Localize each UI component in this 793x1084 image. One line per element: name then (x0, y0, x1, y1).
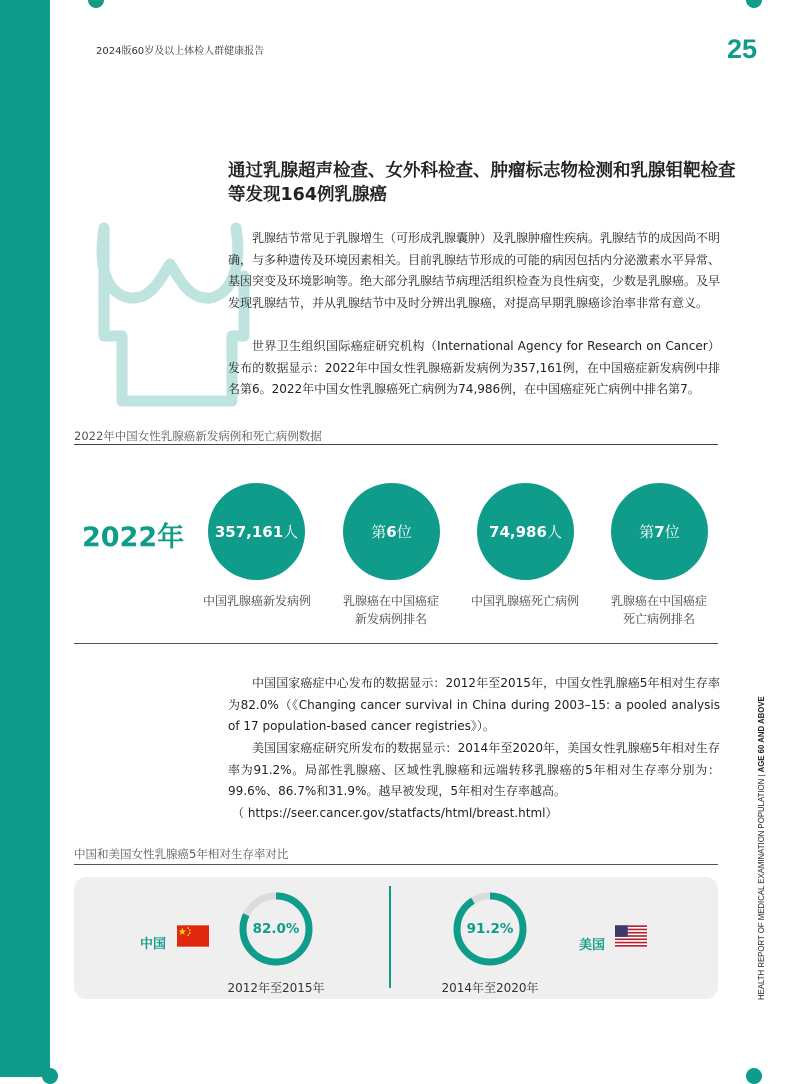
stat-circle-new-cases (208, 483, 305, 580)
stat-value: 74,986 (489, 522, 547, 541)
stat-label-death-rank (589, 592, 729, 628)
stat-prefix: 第 (639, 523, 655, 541)
stat-label-line: 中国乳腺癌死亡病例 (470, 594, 579, 608)
stat-unit: 位 (664, 523, 680, 541)
bottom-right-dot (746, 1068, 762, 1084)
side-tag-bold: AGE 60 AND ABOVE (757, 696, 766, 773)
stat-circle-new-rank (343, 483, 440, 580)
stat-circle-deaths (477, 483, 574, 580)
stats-top-rule (74, 444, 718, 445)
stat-value: 7 (654, 522, 665, 541)
usa-period: 2014年至2020年 (441, 981, 539, 995)
stat-unit: 人 (283, 523, 299, 541)
section-title: 通过乳腺超声检查、女外科检查、肿瘤标志物检测和乳腺钼靶检查等发现164例乳腺癌 (228, 161, 736, 205)
stat-label-line: 乳腺癌在中国癌症 (342, 594, 439, 608)
usa-survival-paragraph: 美国国家癌症研究所发布的数据显示：2014年至2020年，美国女性乳腺癌5年相对生存率为91.2%。局部性乳腺癌、区域性乳腺癌和远端转移乳腺癌的5年相对生存率分别为：99.6%、86.7%和31.9%。越早被发现，5年相对生存率越高。 (228, 741, 720, 798)
stats-year: 2022年 (82, 522, 185, 553)
stat-value: 6 (386, 522, 397, 541)
side-tag-main: HEALTH REPORT OF MEDICAL EXAMINATION POPULATION (757, 778, 766, 1000)
stat-label-line: 新发病例排名 (354, 612, 427, 626)
usa-rate-value: 91.2% (466, 921, 514, 937)
country-label-china: 中国 (140, 937, 167, 952)
top-left-dot (88, 0, 104, 8)
china-period: 2012年至2015年 (227, 981, 325, 995)
china-rate-value: 82.0% (252, 921, 300, 937)
stat-prefix: 第 (371, 523, 387, 541)
stats-heading: 2022年中国女性乳腺癌新发病例和死亡病例数据 (74, 429, 322, 443)
stat-label-line: 死亡病例排名 (622, 612, 695, 626)
stat-label-new-cases (187, 592, 327, 610)
page-number: 25 (726, 34, 757, 64)
comparison-heading: 中国和美国女性乳腺癌5年相对生存率对比 (74, 847, 289, 861)
comparison-divider (389, 886, 391, 988)
intro-paragraph: 乳腺结节常见于乳腺增生（可形成乳腺囊肿）及乳腺肿瘤性疾病。乳腺结节的成因尚不明确，与多种遗传及环境因素相关。目前乳腺结节形成的可能的病因包括内分泌激素水平异常、基因突变及环境影响等。绝大部分乳腺结节病理活组织检查为良性病变，少数是乳腺癌。及早发现乳腺结节，并从乳腺结节中及时分辨出乳腺癌，对提高早期乳腺癌诊治率非常有意义。 (228, 231, 721, 310)
stat-label-deaths (455, 592, 595, 610)
country-label-usa: 美国 (579, 938, 606, 953)
stat-value: 357,161 (214, 522, 284, 541)
stat-unit: 人 (546, 523, 562, 541)
stat-unit: 位 (396, 523, 412, 541)
top-right-dot (746, 0, 762, 8)
left-accent-bar (0, 0, 50, 1077)
usa-flag-icon (615, 925, 647, 947)
iarc-paragraph: 世界卫生组织国际癌症研究机构（International Agency for Research on Cancer）发布的数据显示：2022年中国女性乳腺癌新发病例为357,161例，在中国癌症新发病例中排名第6。2022年中国女性乳腺癌死亡病例为74,986例，在中国癌症死亡病例中排名第7。 (228, 339, 720, 396)
side-tag-separator: | (757, 772, 766, 779)
china-flag-icon (177, 925, 209, 947)
bottom-left-dot (42, 1068, 58, 1084)
report-title: 2024版60岁及以上体检人群健康报告 (96, 46, 265, 57)
stat-label-line: 中国乳腺癌新发病例 (202, 594, 311, 608)
stat-label-new-rank (321, 592, 461, 628)
china-survival-paragraph: 中国国家癌症中心发布的数据显示：2012年至2015年，中国女性乳腺癌5年相对生存率为82.0%（《Changing cancer survival in China during 2003–15: a pooled analysis of 17 population-based cancer registries》）。 (228, 676, 720, 733)
side-vertical-tag (757, 696, 766, 1000)
comparison-rule (74, 864, 718, 865)
stat-label-line: 乳腺癌在中国癌症 (610, 594, 707, 608)
seer-url: （ https://seer.cancer.gov/statfacts/html/breast.html） (232, 806, 558, 820)
stats-bottom-rule (74, 643, 718, 644)
stat-circle-death-rank (611, 483, 708, 580)
